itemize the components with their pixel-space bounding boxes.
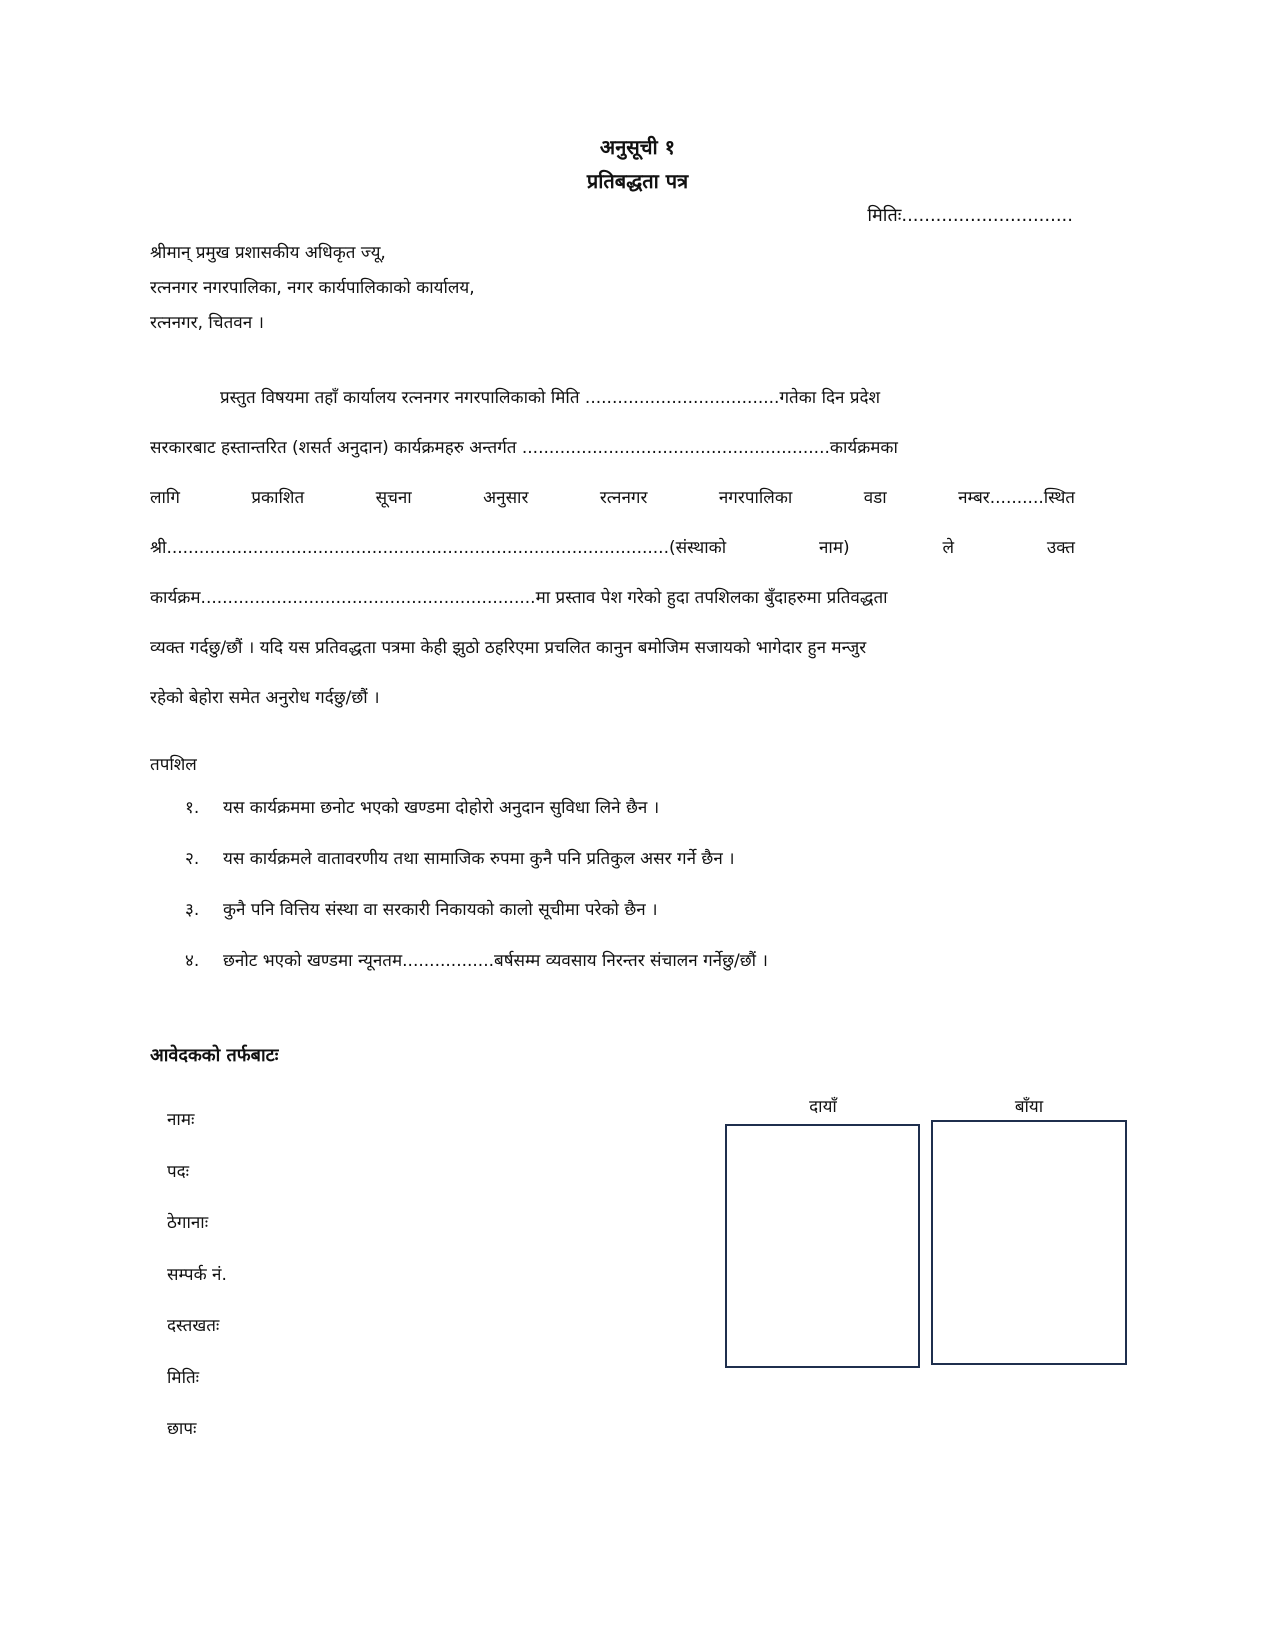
field-contact-number[interactable]: सम्पर्क नं. <box>167 1264 227 1285</box>
body-word: नगरपालिका <box>718 488 793 508</box>
field-position[interactable]: पदः <box>167 1161 190 1182</box>
addressee-line-1: श्रीमान् प्रमुख प्रशासकीय अधिकृत ज्यू, <box>150 243 386 263</box>
body-word: उक्त <box>1046 538 1075 558</box>
applicant-heading: आवेदकको तर्फबाटः <box>150 1045 279 1066</box>
left-thumbprint-box[interactable] <box>931 1120 1127 1365</box>
field-signature[interactable]: दस्तखतः <box>167 1316 220 1336</box>
item-text: यस कार्यक्रमले वातावरणीय तथा सामाजिक रुपमा कुनै पनि प्रतिकुल असर गर्ने छैन । <box>223 849 735 869</box>
item-text: छनोट भएको खण्डमा न्यूनतम.................बर्षसम्म व्यवसाय निरन्तर संचालन गर्नेछु/छौं । <box>223 951 768 971</box>
body-line-3 <box>150 485 1075 508</box>
body-word: अनुसार <box>483 488 529 508</box>
body-word: सूचना <box>375 488 412 508</box>
details-item <box>185 795 768 846</box>
field-address[interactable]: ठेगानाः <box>167 1213 209 1233</box>
details-heading: तपशिल <box>150 755 197 775</box>
body-line-5: कार्यक्रम..............................................................मा प्रस्ताव पेश गरेको हुदा तपशिलका बुँदाहरुमा प्रतिवद्धता <box>150 588 888 608</box>
body-line-2: सरकारबाट हस्तान्तरित (शसर्त अनुदान) कार्यक्रमहरु अन्तर्गत .........................................................कार्यक्रमका <box>150 438 898 458</box>
addressee-line-3: रत्ननगर, चितवन । <box>150 313 264 333</box>
document-title: प्रतिबद्धता पत्र <box>586 169 689 193</box>
applicant-fields <box>167 1107 227 1468</box>
body-word: श्री.............................................................................................(संस्थाको <box>150 538 727 558</box>
addressee-line-2: रत्ननगर नगरपालिका, नगर कार्यपालिकाको कार्यालय, <box>150 278 475 298</box>
item-number: ४. <box>185 951 200 971</box>
right-thumb-label: दायाँ <box>809 1097 837 1117</box>
body-line-4 <box>150 535 1075 558</box>
body-line-6: व्यक्त गर्दछु/छौं । यदि यस प्रतिवद्धता पत्रमा केही झुठो ठहरिएमा प्रचलित कानुन बमोजिम सजायको भागेदार हुन मन्जुर <box>150 638 867 658</box>
field-stamp[interactable]: छापः <box>167 1419 197 1439</box>
schedule-title: अनुसूची १ <box>599 135 676 159</box>
item-text: कुनै पनि वित्तिय संस्था वा सरकारी निकायको कालो सूचीमा परेको छैन । <box>223 900 658 920</box>
left-thumb-label: बाँया <box>1014 1097 1044 1117</box>
details-item <box>185 897 768 948</box>
details-item <box>185 846 768 897</box>
body-word: प्रकाशित <box>251 488 305 508</box>
field-date[interactable]: मितिः <box>167 1367 200 1388</box>
details-item <box>185 948 768 999</box>
body-word: नाम) <box>818 538 850 558</box>
item-number: २. <box>185 849 200 869</box>
body-word: लागि <box>150 488 180 508</box>
field-name[interactable]: नामः <box>167 1110 195 1130</box>
body-word: वडा <box>863 488 887 508</box>
right-thumbprint-box[interactable] <box>725 1124 920 1368</box>
item-text: यस कार्यक्रममा छनोट भएको खण्डमा दोहोरो अनुदान सुविधा लिने छैन । <box>223 798 660 818</box>
body-word: नम्बर..........स्थित <box>958 488 1075 508</box>
item-number: ३. <box>185 900 200 920</box>
item-number: १. <box>185 798 200 818</box>
body-line-7: रहेको बेहोरा समेत अनुरोध गर्दछु/छौं । <box>150 688 380 708</box>
details-list <box>185 795 768 999</box>
date-field[interactable]: मितिः.............................. <box>867 205 1073 226</box>
body-line-1: प्रस्तुत विषयमा तहाँ कार्यालय रत्ननगर नगरपालिकाको मिति ....................................गतेका दिन प्रदेश <box>220 388 881 408</box>
body-word: रत्ननगर <box>599 488 648 508</box>
body-word: ले <box>942 538 955 558</box>
